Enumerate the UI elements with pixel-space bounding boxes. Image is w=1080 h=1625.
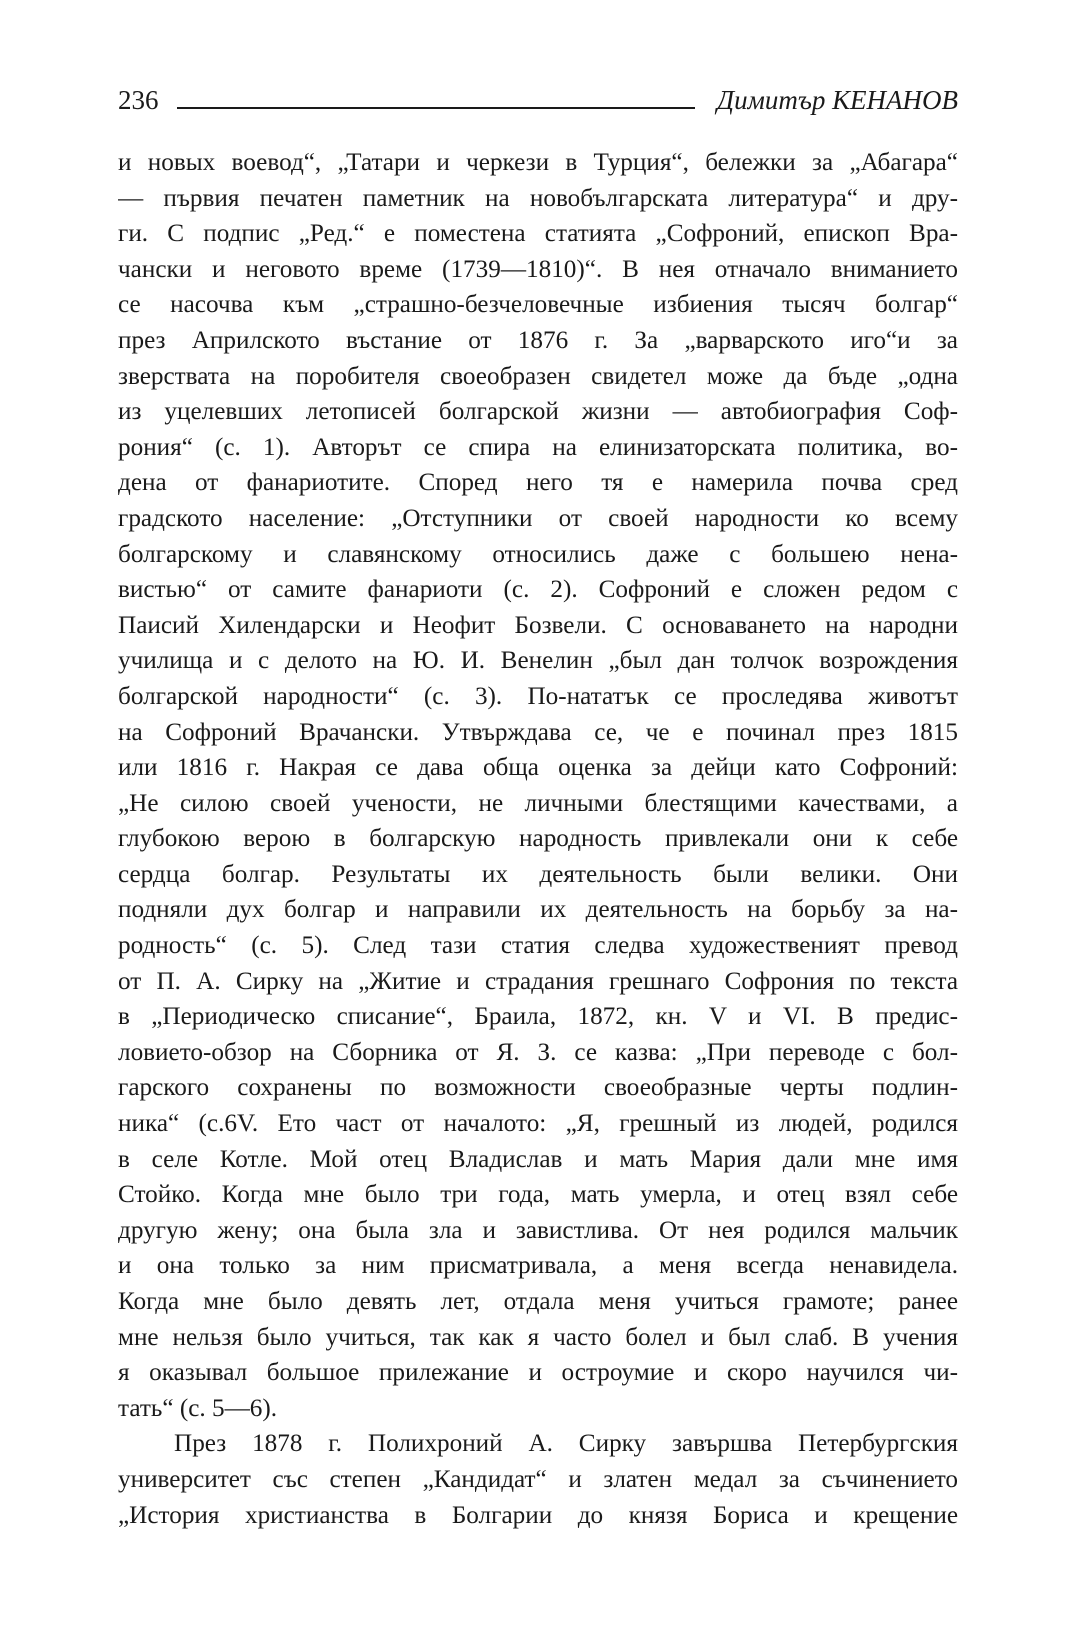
text-line: рония“ (с. 1). Авторът се спира на елинизаторската политика, во- [118,433,958,461]
text-line: родность“ (с. 5). След тази статия следва художественият превод [118,932,958,960]
text-line: гарского сохранены по возможности своеобразные черты подлин- [118,1074,958,1102]
text-line: дена от фанариотите. Според него тя е намерила почва сред [118,469,958,497]
text-line: из уцелевших летописей болгарской жизни — автобиография Соф- [118,398,958,426]
text-line: в селе Котле. Мой отец Владислав и мать Мария дали мне имя [118,1145,958,1173]
text-line: от П. А. Сирку на „Житие и страдания грешнаго Софрония по текста [118,967,958,995]
text-line: през Априлското въстание от 1876 г. За „варварското иго“и за [118,326,958,354]
body-text [118,145,958,1533]
text-line: на Софроний Врачански. Утвърждава се, че е починал през 1815 [118,718,958,746]
text-line: сердца болгар. Результаты их деятельность были велики. Они [118,860,958,888]
text-line: ги. С подпис „Ред.“ е поместена статията „Софроний, епископ Вра- [118,220,958,248]
text-line: Стойко. Когда мне было три года, мать умерла, и отец взял себе [118,1181,958,1209]
text-line: Когда мне было девять лет, отдала меня учиться грамоте; ранее [118,1288,958,1315]
text-line: в „Периодическо списание“, Браила, 1872, кн. V и VI. В предис- [118,1003,958,1031]
text-line: чански и неговото време (1739—1810)“. В нея отначало вниманието [118,255,958,283]
text-line: „История христианства в Болгарии до князя Бориса и крещение [118,1501,958,1529]
text-line: или 1816 г. Накрая се дава обща оценка за дейци като Софроний: [118,754,958,782]
text-line: Паисий Хилендарски и Неофит Бозвели. С основаването на народни [118,611,958,639]
text-line: вистью“ от самите фанариоти (с. 2). Софроний е сложен редом с [118,576,958,604]
page-number: 236 [118,84,159,115]
text-line: се насочва към „страшно-безчеловечные избиения тысяч болгар“ [118,291,958,319]
running-title: Димитър КЕНАНОВ [716,84,958,115]
text-line: „Не силою своей учености, не личными блестящими качествами, а [118,789,958,817]
text-line: глубокою верою в болгарскую народность привлекали они к себе [118,825,958,853]
text-line: университет със степен „Кандидат“ и златен медал за съчинението [118,1465,958,1493]
text-line: тать“ (с. 5—6). [118,1394,278,1422]
text-line: През 1878 г. Полихроний А. Сирку завършва Петербургския [174,1430,958,1458]
text-line: ловието-обзор на Сборника от Я. З. се казва: „При переводе с бол- [118,1038,958,1066]
text-line: болгарскому и славянскому относились даже с большею нена- [118,540,958,568]
text-line: болгарской народности“ (с. 3). По-нататък се проследява животът [118,682,958,710]
text-line: градското население: „Отступники от своей народности ко всему [118,504,958,532]
text-line: мне нельзя было учиться, так как я часто болел и был слаб. В учения [118,1323,958,1351]
text-line: я оказывал большое прилежание и остроумие и скоро научился чи- [118,1359,958,1387]
header-rule [177,107,695,109]
running-head [118,80,958,120]
text-line: училища и с делото на Ю. И. Венелин „был дан толчок возрождения [118,647,958,675]
text-line: и она только за ним присматривала, а меня всегда ненавидела. [118,1252,958,1280]
text-line: ника“ (с.6V. Ето част от началото: „Я, грешный из людей, родился [118,1110,958,1138]
text-line: зверствата на поробителя своеобразен свидетел може да бъде „одна [118,362,958,390]
text-line: подняли дух болгар и направили их деятельность на борьбу за на- [118,896,958,924]
text-line: другую жену; она была зла и завистлива. От нея родился мальчик [118,1216,958,1244]
text-line: — първия печатен паметник на новобългарската литература“ и дру- [118,184,958,212]
text-line: и новых воевод“, „Татари и черкези в Турция“, бележки за „Абагара“ [118,149,958,176]
